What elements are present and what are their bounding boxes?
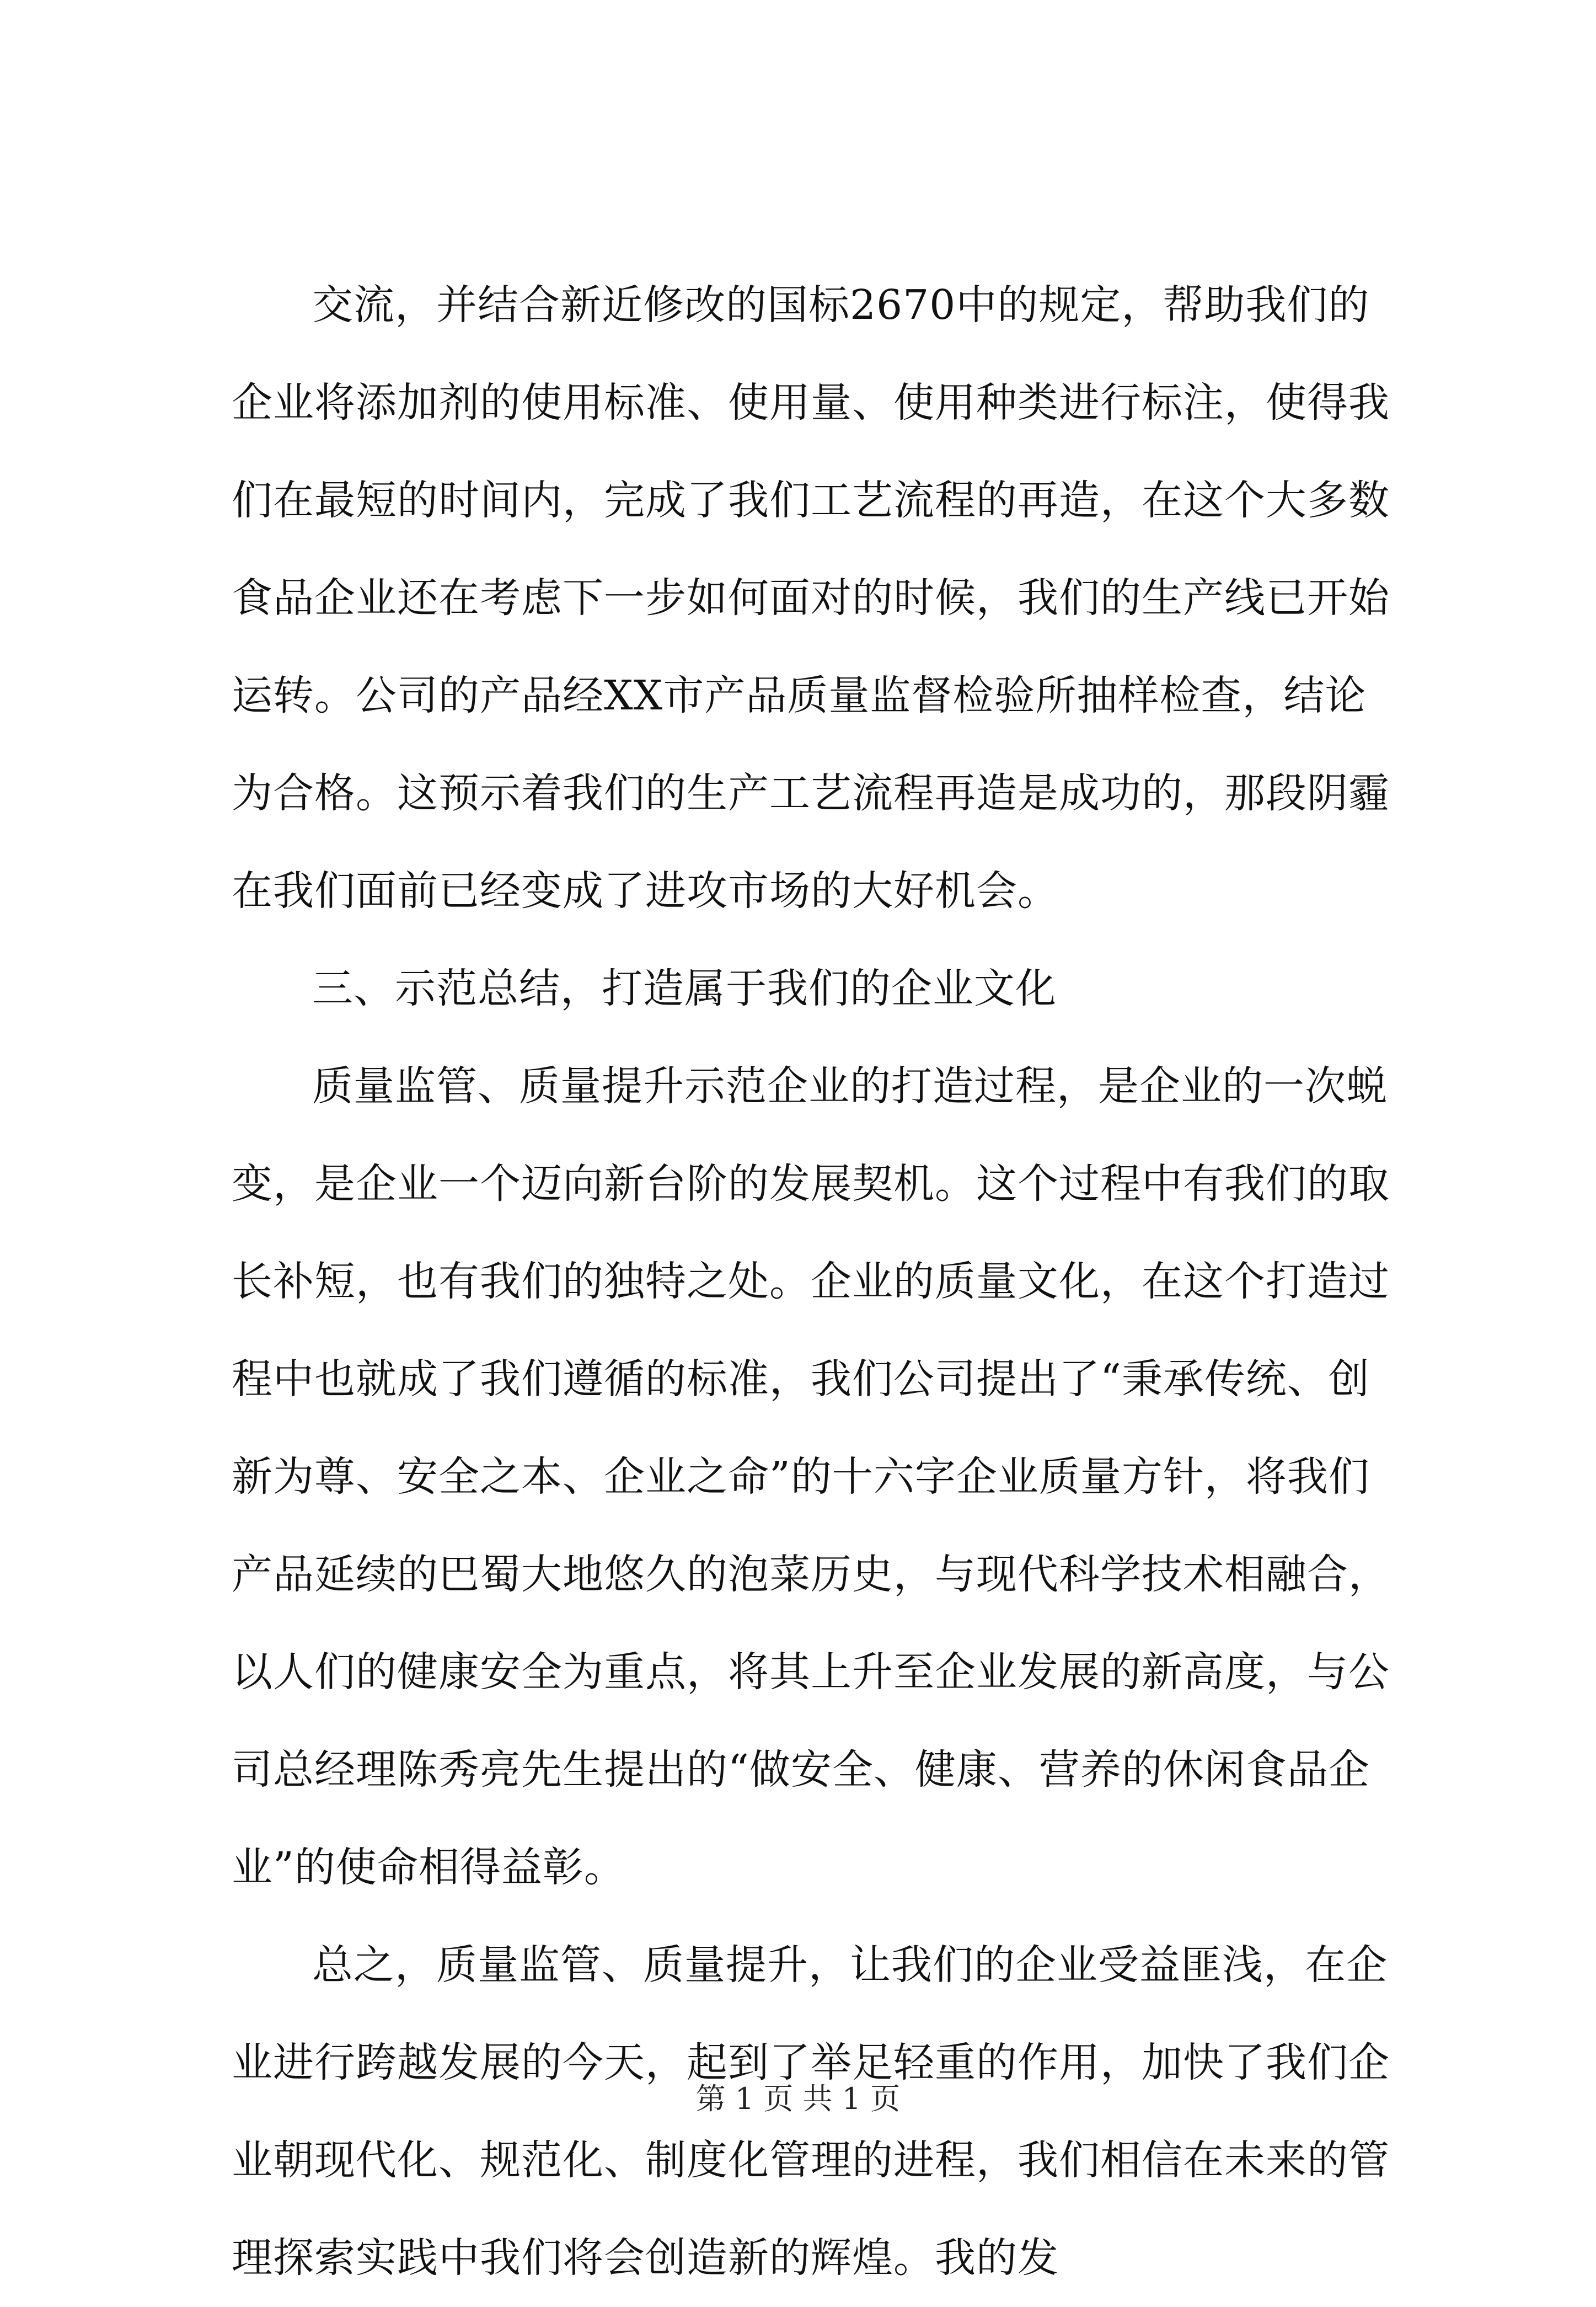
text-line: 运转。公司的产品经XX市产品质量监督检验所抽样检查，结论: [232, 672, 1367, 719]
text-line: 们在最短的时间内，完成了我们工艺流程的再造，在这个大多数: [232, 477, 1390, 524]
text-line: 交流，并结合新近修改的国标2670中的规定，帮助我们的: [312, 281, 1370, 329]
text-line: 变，是企业一个迈向新台阶的发展契机。这个过程中有我们的取: [232, 1160, 1390, 1208]
text-line: 长补短，也有我们的独特之处。企业的质量文化，在这个打造过: [232, 1258, 1390, 1305]
text-line: 质量监管、质量提升示范企业的打造过程，是企业的一次蜕: [312, 1062, 1388, 1110]
text-line: 业”的使命相得益彰。: [232, 1844, 625, 1891]
text-line: 业朝现代化、规范化、制度化管理的进程，我们相信在未来的管: [232, 2137, 1390, 2184]
text-line: 理探索实践中我们将会创造新的辉煌。我的发: [232, 2234, 1059, 2282]
document-body: [232, 257, 1417, 2307]
text-line: 在我们面前已经变成了进攻市场的大好机会。: [232, 867, 1059, 915]
text-line: 程中也就成了我们遵循的标准，我们公司提出了“秉承传统、创: [232, 1355, 1370, 1403]
text-line: 产品延续的巴蜀大地悠久的泡菜历史，与现代科学技术相融合，: [232, 1551, 1390, 1598]
text-line: 总之，质量监管、质量提升，让我们的企业受益匪浅，在企: [312, 1941, 1388, 1989]
page-number-footer: 第 1 页 共 1 页: [695, 2081, 901, 2116]
text-line: 企业将添加剂的使用标准、使用量、使用种类进行标注，使得我: [232, 379, 1390, 426]
text-line: 以人们的健康安全为重点，将其上升至企业发展的新高度，与公: [232, 1648, 1390, 1696]
text-line: 司总经理陈秀亮先生提出的“做安全、健康、营养的休闲食品企: [232, 1746, 1370, 1793]
text-line: 为合格。这预示着我们的生产工艺流程再造是成功的，那段阴霾: [232, 770, 1390, 817]
text-line: 新为尊、安全之本、企业之命”的十六字企业质量方针，将我们: [232, 1453, 1370, 1500]
text-line: 业进行跨越发展的今天，起到了举足轻重的作用，加快了我们企: [232, 2039, 1390, 2086]
section-heading: 三、示范总结，打造属于我们的企业文化: [312, 965, 1057, 1012]
text-line: 食品企业还在考虑下一步如何面对的时候，我们的生产线已开始: [232, 574, 1390, 622]
